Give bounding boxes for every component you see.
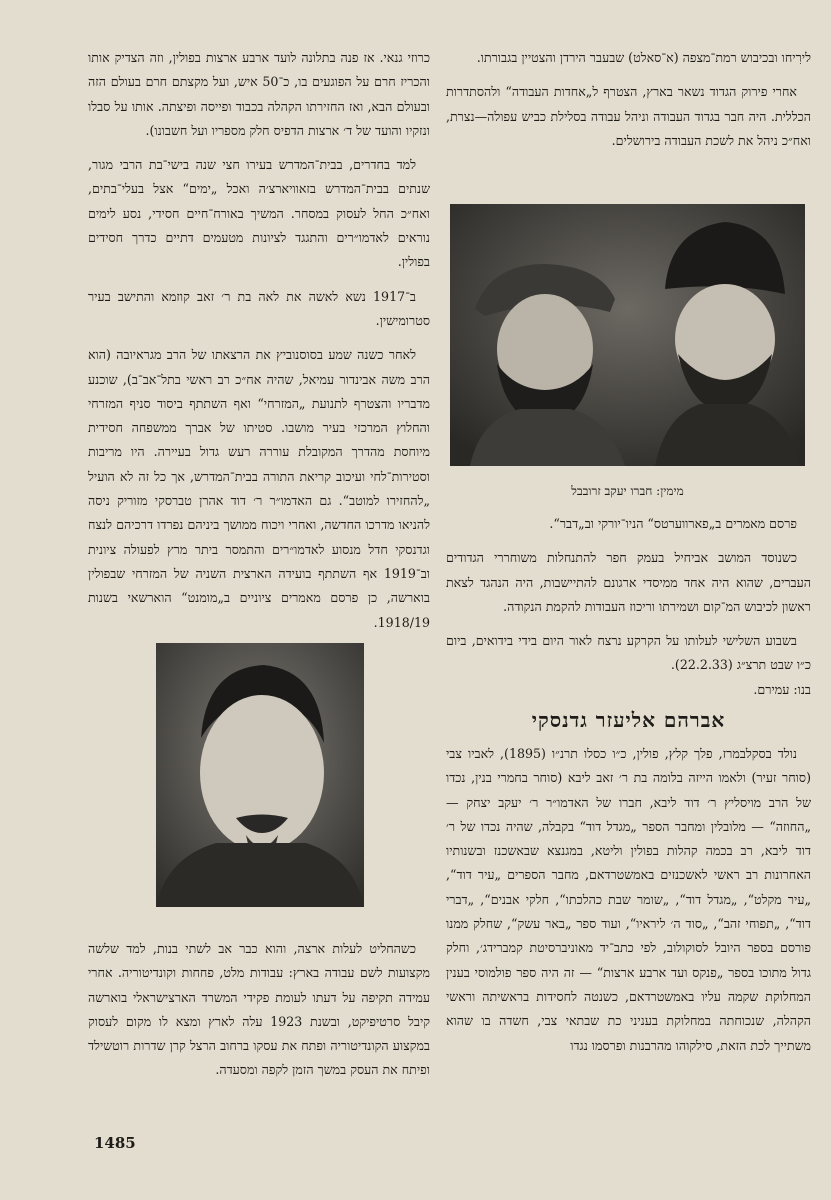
paragraph: לאחר כשנה שמע בסוסנוביץ את הרצאתו של הרב מגראיובה (הוא הרב משה אבינדור עמיאל, שהיה אח״כ רב ראשי בתל־אב־ב), שוכנע מדבריו והצטרף לתנועת „המזרחי“ ואף השתתף ביסוד סניף המזרחי והחלוץ המרכזי בעיר מושבו. סטיתו של אברך ממשפחה חסידית מיוחסת מהדרך המקובלת עוררה רעש גדול בעיירה. היו מריבות וסטירות־לחי ועיכוב קריאת התורה בבית־המדרש, אך כל זה לא הועיל „להחזירו למוטב“. גם האדמו״ר ר׳ דוד אהרן טברסקי מזוריק ניסה להניאו מדרכו החדשה, ואחרי ויכוח ממושך ביניהם נפרדו דרכיהם לנצח וגדנסקי חדל מנסוע לאדמו״רים והתמסר ביתר מרץ לפעולה ציונית וב־1919 אף השתתף בועידה הארצית השניה של המזרחי שבפולין בוארשה, כן פרסם מאמרים ציוניים ב„מומנט“ הוארשאי בשנות 1918/19.	[88, 347, 430, 630]
paragraph: לירִיחו ובכיבוש רמת־מצפה (א־סאלט) שבעבר הירדן והצטיין בגבורתו.	[476, 50, 811, 65]
photo-two-men	[450, 204, 805, 466]
paragraph: למד בחדרים, בבית־המדרש בעירו חצי שנה בישי־בת הרבי מגור, שנתים בבית־המדרש בזאוויארצ׳ה ואכל „ימים“ אצל בעלי־בתים, ואח״כ החל לעסוק במסחר. המשיך באורח־חיים חסידי, נסע לימים נוראים לאדמו״רים והתגגד לציונות מטעמים דתיים כדרך חסידים בפולין.	[88, 157, 430, 270]
right-column	[446, 46, 811, 163]
paragraph: בנו: עמירם.	[753, 681, 811, 697]
right-column-middle	[446, 512, 811, 712]
left-column	[88, 46, 430, 645]
paragraph: נולד בסקלבמרז, פלך קלץ, פולין, כ״ו כסלו תרנ״ו (1895), לאביו צבי (סוחר זעיר) ולאמו הייזה בלומה בת ר׳ זאב ליבא (סוחר בחמרי בנין, נכדו של הרב מויסליץ ר׳ דוד ליבא, חברו של האדמו״ר ר׳ יעקב יצחק — „החוזה“ — מלובלין ומחבר הספר „מגדל דוד“ בקבלה, שהיה נכדו של ר׳ דוד ליבא, רב בכמה קהלות בפולין וליטא, במגנצא שבאשכנז ובשנותיו האחרונות רב ראשי לאשכנזים באמשטרדאם, מחבר הספרים „עיר דוד“, „עיר מקלט“, „מגדל דוד“, „שומר שבת כהלכתו“, חלקי אבנים“, „דברי דוד“, „תפוחי זהב“, „סוד ה׳ ליראיו“, ועוד ספר „באר עשק“, שחלק ממנו פורסם בספר היובל לסוקולוב, לפי כתב־יד מאוניברסיטת קמברידג׳, וחלק גדול מתוכו בספר „פנקס ועד ארבע ארצות“ — זה היה ספר פולמוסי בענין המחלוקת שקמה עליו באמשטרדאם, כשנטה לחסידות בראשיתה וראשי הקהלה, שנכוחתה במחלוקת בעניני כת שבתאי צבי, חשדה בו שהוא משתייך לכת הזאת, סילקוהו מהרבנות ופרסמו נגדו	[446, 746, 811, 1053]
paragraph: אחרי פירוק הגדוד נשאר בארץ, הצטרף ל„אחדות העבודה“ ולהסתדרות הכללית. היה חבר בגדוד העבודה וניהל עבודה בסלילת כביש עפולה—נצרת, ואח״כ ניהל את לשכת העבודה בירושלים.	[446, 84, 811, 148]
paragraph: פרסם מאמרים ב„פארווערטס“ הניו־יורקי וב„דבר“.	[549, 516, 797, 531]
photo-two-men-image	[450, 204, 805, 466]
left-column-bottom	[88, 937, 430, 1093]
photo-caption: מימין: חברו יעקב זרובבל	[571, 484, 684, 498]
paragraph: ב־1917 נשא לאשה את לאה בת ר׳ זאב קוזמא והתישב בעיר סטרומישין.	[88, 288, 430, 328]
paragraph: כשנוסד המושב אביחיל בעמק חפר להתנחלות משוחררי הגדודים העברים, שהוא היה אחד ממיסדי ארגונם להתיישבות, היה הנהגד לצאת ראשון לכיבוש המ־קום ושמירתו וריכוז העבודות להקמת הנקודה.	[446, 550, 811, 614]
right-column-bottom	[446, 742, 811, 1068]
section-title: אברהם אליעזר גדנסקי	[531, 708, 726, 732]
paragraph: כשהחליט לעלות ארצה, והוא כבר אב לשתי בנות, למד שלשה מקצועות לשם עבודה בארץ: עבודות מלט, פחחות וקונדיטוריה. אחרי עמידה תקיפה על דעתו לעומת פקידי המשרד הארצישראלי בוארשה קיבל סרטיפיקט, ובשנת 1923 עלה לארץ ומצא לו מקום לעסוק במקצוע הקונדיטוריה ופתח את עסקו ברחוב הרצל קרן שדרות רוטשילד ופיתח את העסק במשך הזמן לקפה ומסעדה.	[88, 941, 430, 1078]
photo-portrait-image	[156, 643, 364, 907]
page-number: 1485	[94, 1134, 136, 1152]
photo-portrait	[156, 643, 364, 907]
paragraph: בשבוע השלישי לעלותו על הקרקע נרצח לאור היום בידי בידואים, ביום כ״ו שבט תרצ״ג (22.2.33).	[446, 633, 811, 673]
paragraph: כרוזי גנאי. אז פנה בתלונה לועד ארבע ארצות בפולין, וזה הצדיק אותו והכריז חרם על הפוגעים בו, כ־50 איש, ועל מקצתם חרם בעולם הזה ובעולם הבא, ואז החזירתו הקהלה בכבוד ופייסה ופיצתה. אותו על סבלו ונזקיו והועד של ד׳ ארצות הדפיס חלק מספריו ועל חשבונו).	[88, 50, 431, 138]
